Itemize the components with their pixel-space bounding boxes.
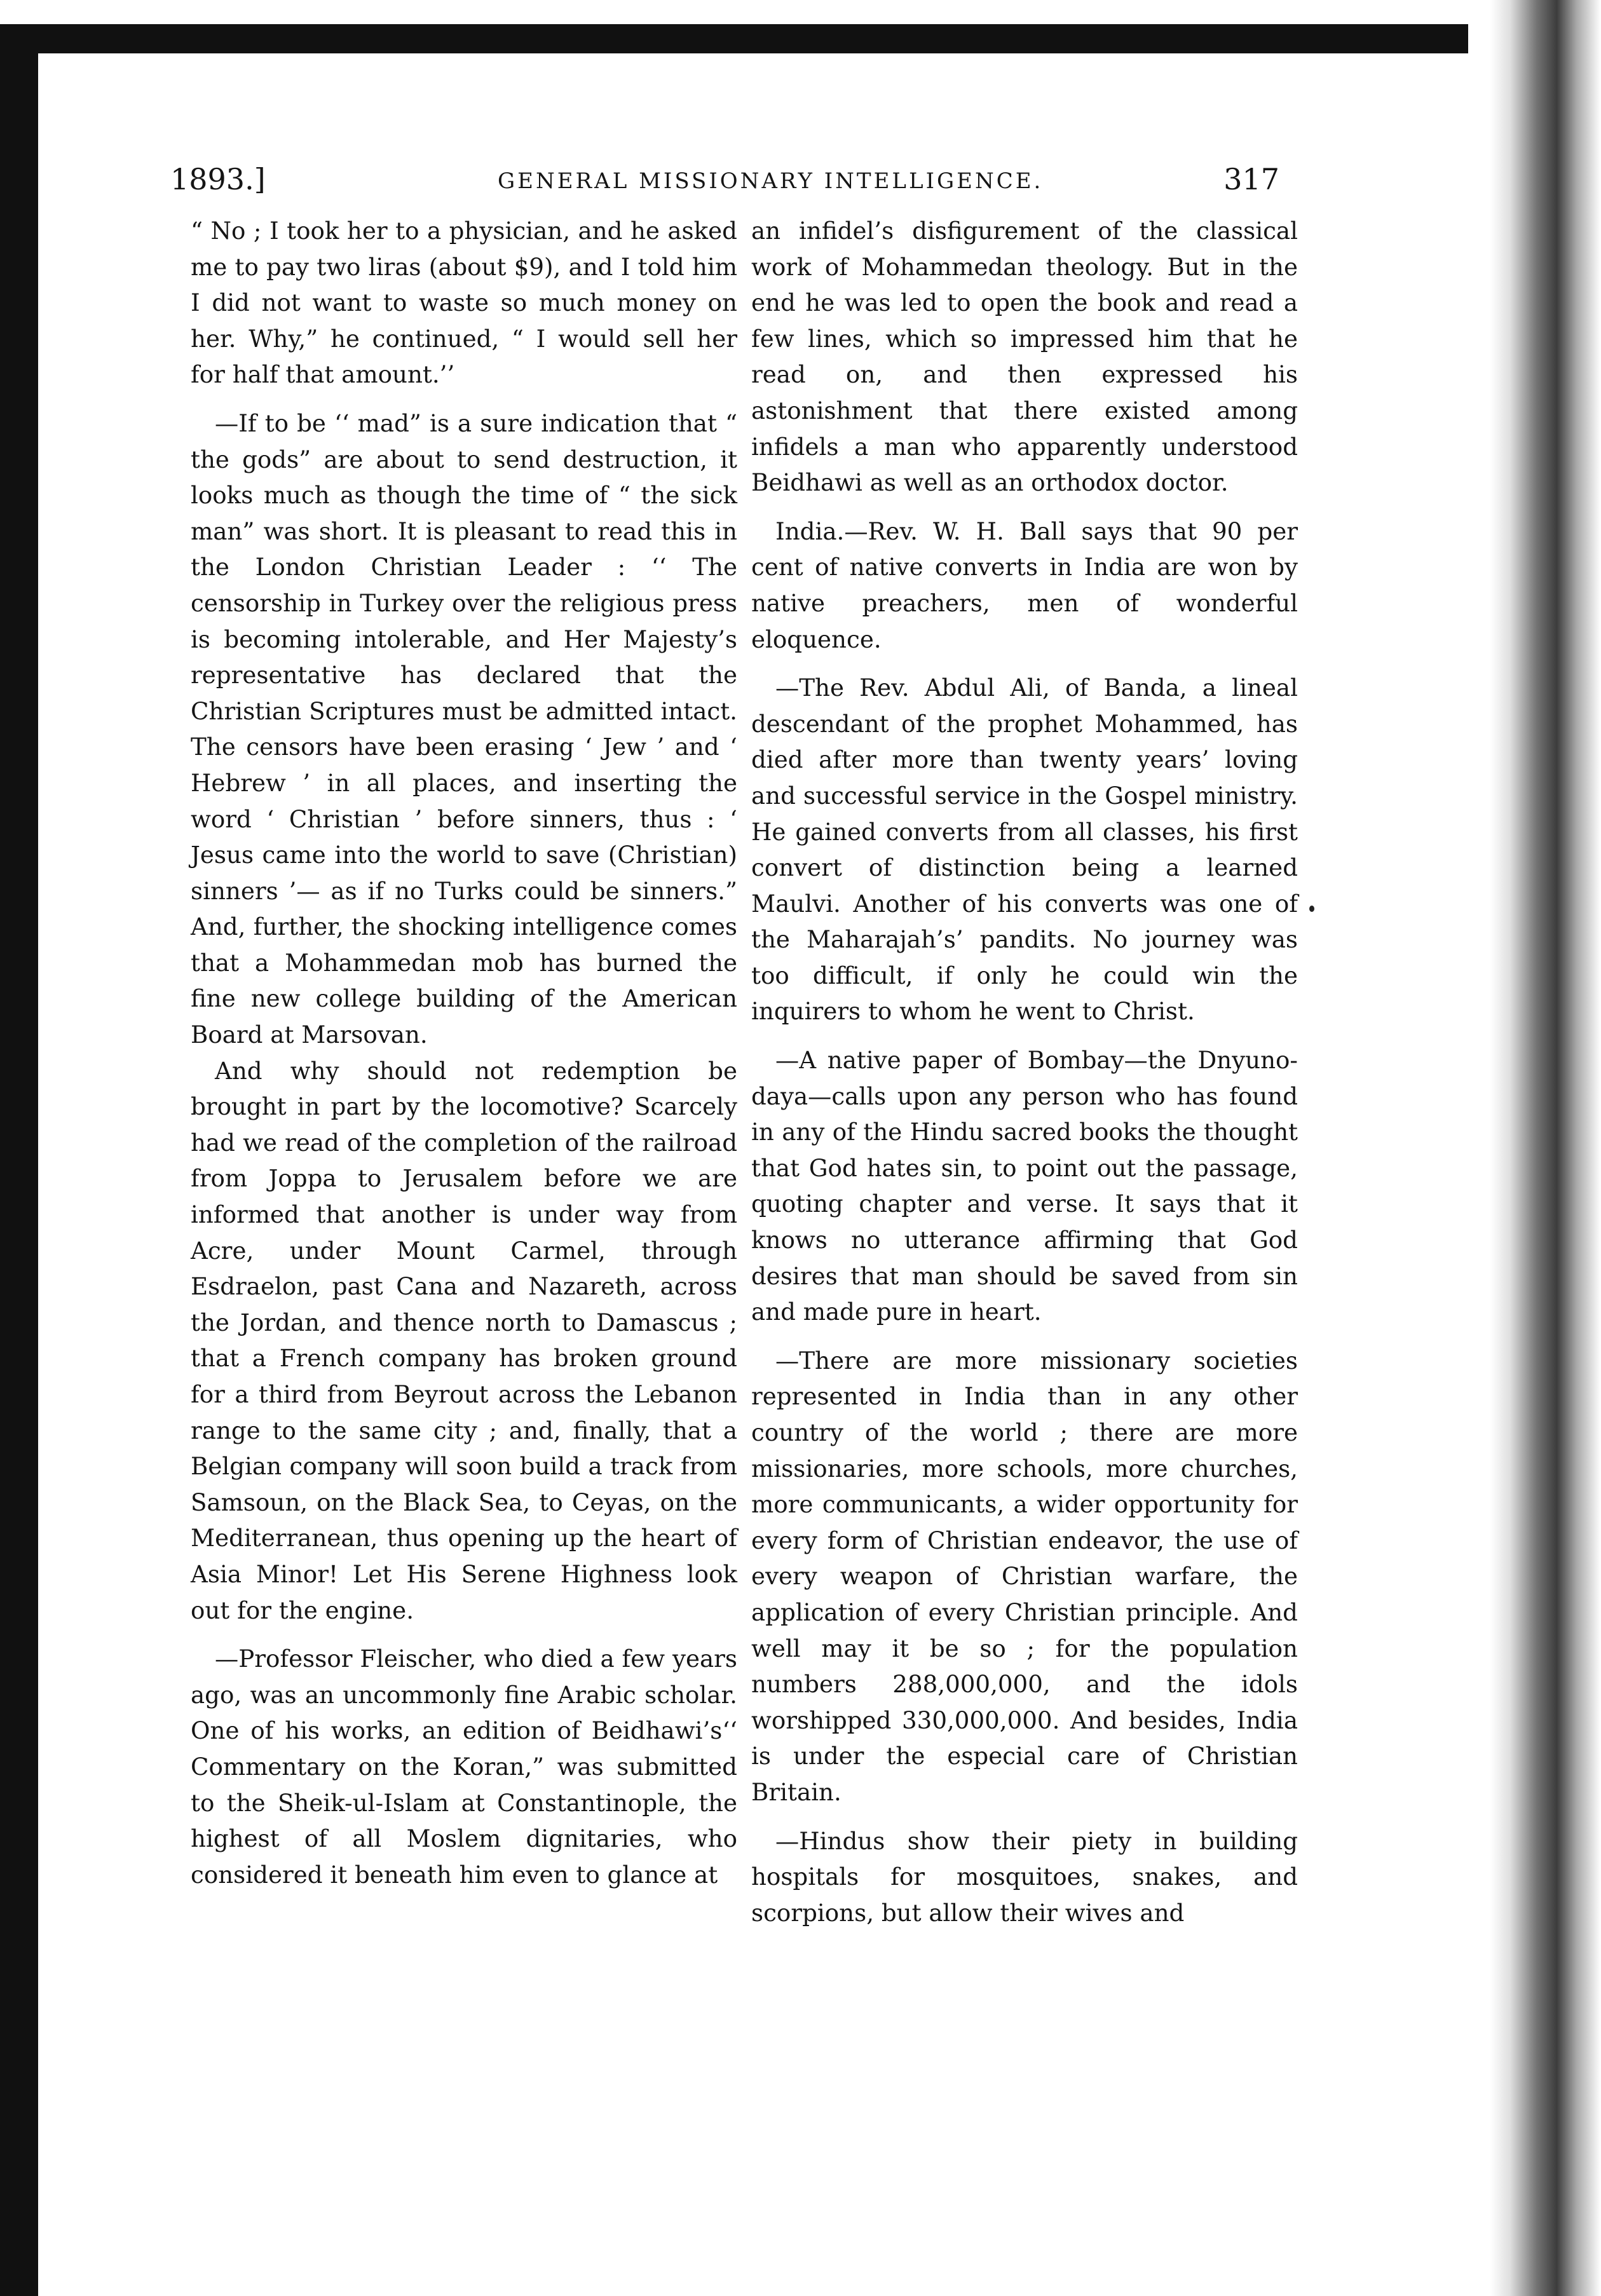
- paragraph: an infidel’s disfigurement of the classical work of Mohammedan theology. But in the end he was led to open the book and read a few lines, which so impressed him that he read on, and then expressed his astonishment that there existed among infidels a man who apparently understood Beidhawi as well as an orthodox doctor.: [751, 217, 1298, 497]
- header-year: 1893.]: [170, 162, 266, 196]
- paragraph: —The Rev. Abdul Ali, of Banda, a lineal descendant of the prophet Mohammed, has died after more than twenty years’ loving and successful service in the Gospel ministry. He gained converts from all classes, his first convert of distinction being a learned Maulvi. Another of his converts was one of the Maharajah’s’ pandits. No journey was too difficult, if only he could win the inquirers to whom he went to Christ.: [751, 674, 1298, 1026]
- scan-top-rule: [0, 24, 1468, 53]
- paragraph: —Hindus show their piety in building hospitals for mosquitoes, snakes, and scorpions, but allow their wives and: [751, 1826, 1298, 1927]
- paragraph: —If to be ‘‘ mad” is a sure indication that “ the gods” are about to send destruction, it looks much as though the time of “ the sick man” was short. It is pleasant to read this in the London Christian Leader : ‘‘ The censorship in Turkey over the religious press is becoming intolerable, and Her Majesty’s representative has declared that the Christian Scriptures must be admitted intact. The censors have been erasing ‘ Jew ’ and ‘ Hebrew ’ in all places, and inserting the word ‘ Christian ’ before sinners, thus : ‘ Jesus came into the world to save (Christian) sinners ’— as if no Turks could be sinners.” And, further, the shocking intelligence comes that a Mohammedan mob has burned the fine new college building of the American Board at Marsovan.: [191, 409, 737, 1049]
- page-header: [170, 162, 1279, 207]
- paragraph: —There are more missionary societies represented in India than in any other country of the world ; there are more missionaries, more schools, more churches, more communicants, a wider opportunity for every form of Christian endeavor, the use of every weapon of Christian warfare, the application of every Christian principle. And well may it be so ; for the population numbers 288,000,000, and the idols worshipped 330,000,000. And besides, India is under the especial care of Christian Britain.: [751, 1346, 1298, 1806]
- ink-speck: [1309, 906, 1314, 912]
- paragraph: And why should not redemption be brought in part by the locomotive? Scarcely had we read of the completion of the railroad from Joppa to Jerusalem before we are informed that another is under way from Acre, under Mount Carmel, through Esdraelon, past Cana and Nazareth, across the Jordan, and thence north to Damascus ; that a French company has broken ground for a third from Beyrout across the Lebanon range to the same city ; and, finally, that a Belgian company will soon build a track from Samsoun, on the Black Sea, to Ceyas, on the Mediterranean, thus opening up the heart of Asia Minor! Let His Serene Highness look out for the engine.: [191, 1056, 737, 1624]
- paragraph: India.—Rev. W. H. Ball says that 90 per cent of native converts in India are won by native preachers, men of wonderful eloquence.: [751, 517, 1298, 653]
- paragraph: —A native paper of Bombay—the Dnyuno-daya—calls upon any person who has found in any of the Hindu sacred books the thought that God hates sin, to point out the passage, quoting chapter and verse. It says that it knows no utterance affirming that God desires that man should be saved from sin and made pure in heart.: [751, 1046, 1298, 1326]
- page-number: 317: [1223, 162, 1279, 196]
- right-column: [751, 213, 1298, 1943]
- scan-left-border: [0, 24, 38, 2296]
- paragraph: “ No ; I took her to a physician, and he asked me to pay two liras (about $9), and I told him I did not want to waste so much money on her. Why,” he continued, “ I would sell her for half that amount.’’: [191, 217, 737, 389]
- left-column: [191, 213, 737, 1905]
- scan-right-edge: [1490, 0, 1601, 2296]
- paragraph: —Professor Fleischer, who died a few years ago, was an uncommonly fine Arabic scholar. One of his works, an edition of Beidhawi’s‘‘ Commentary on the Koran,” was submitted to the Sheik-ul-Islam at Constantinople, the highest of all Moslem dignitaries, who considered it beneath him even to glance at: [191, 1645, 737, 1889]
- running-title: GENERAL MISSIONARY INTELLIGENCE.: [498, 168, 1044, 194]
